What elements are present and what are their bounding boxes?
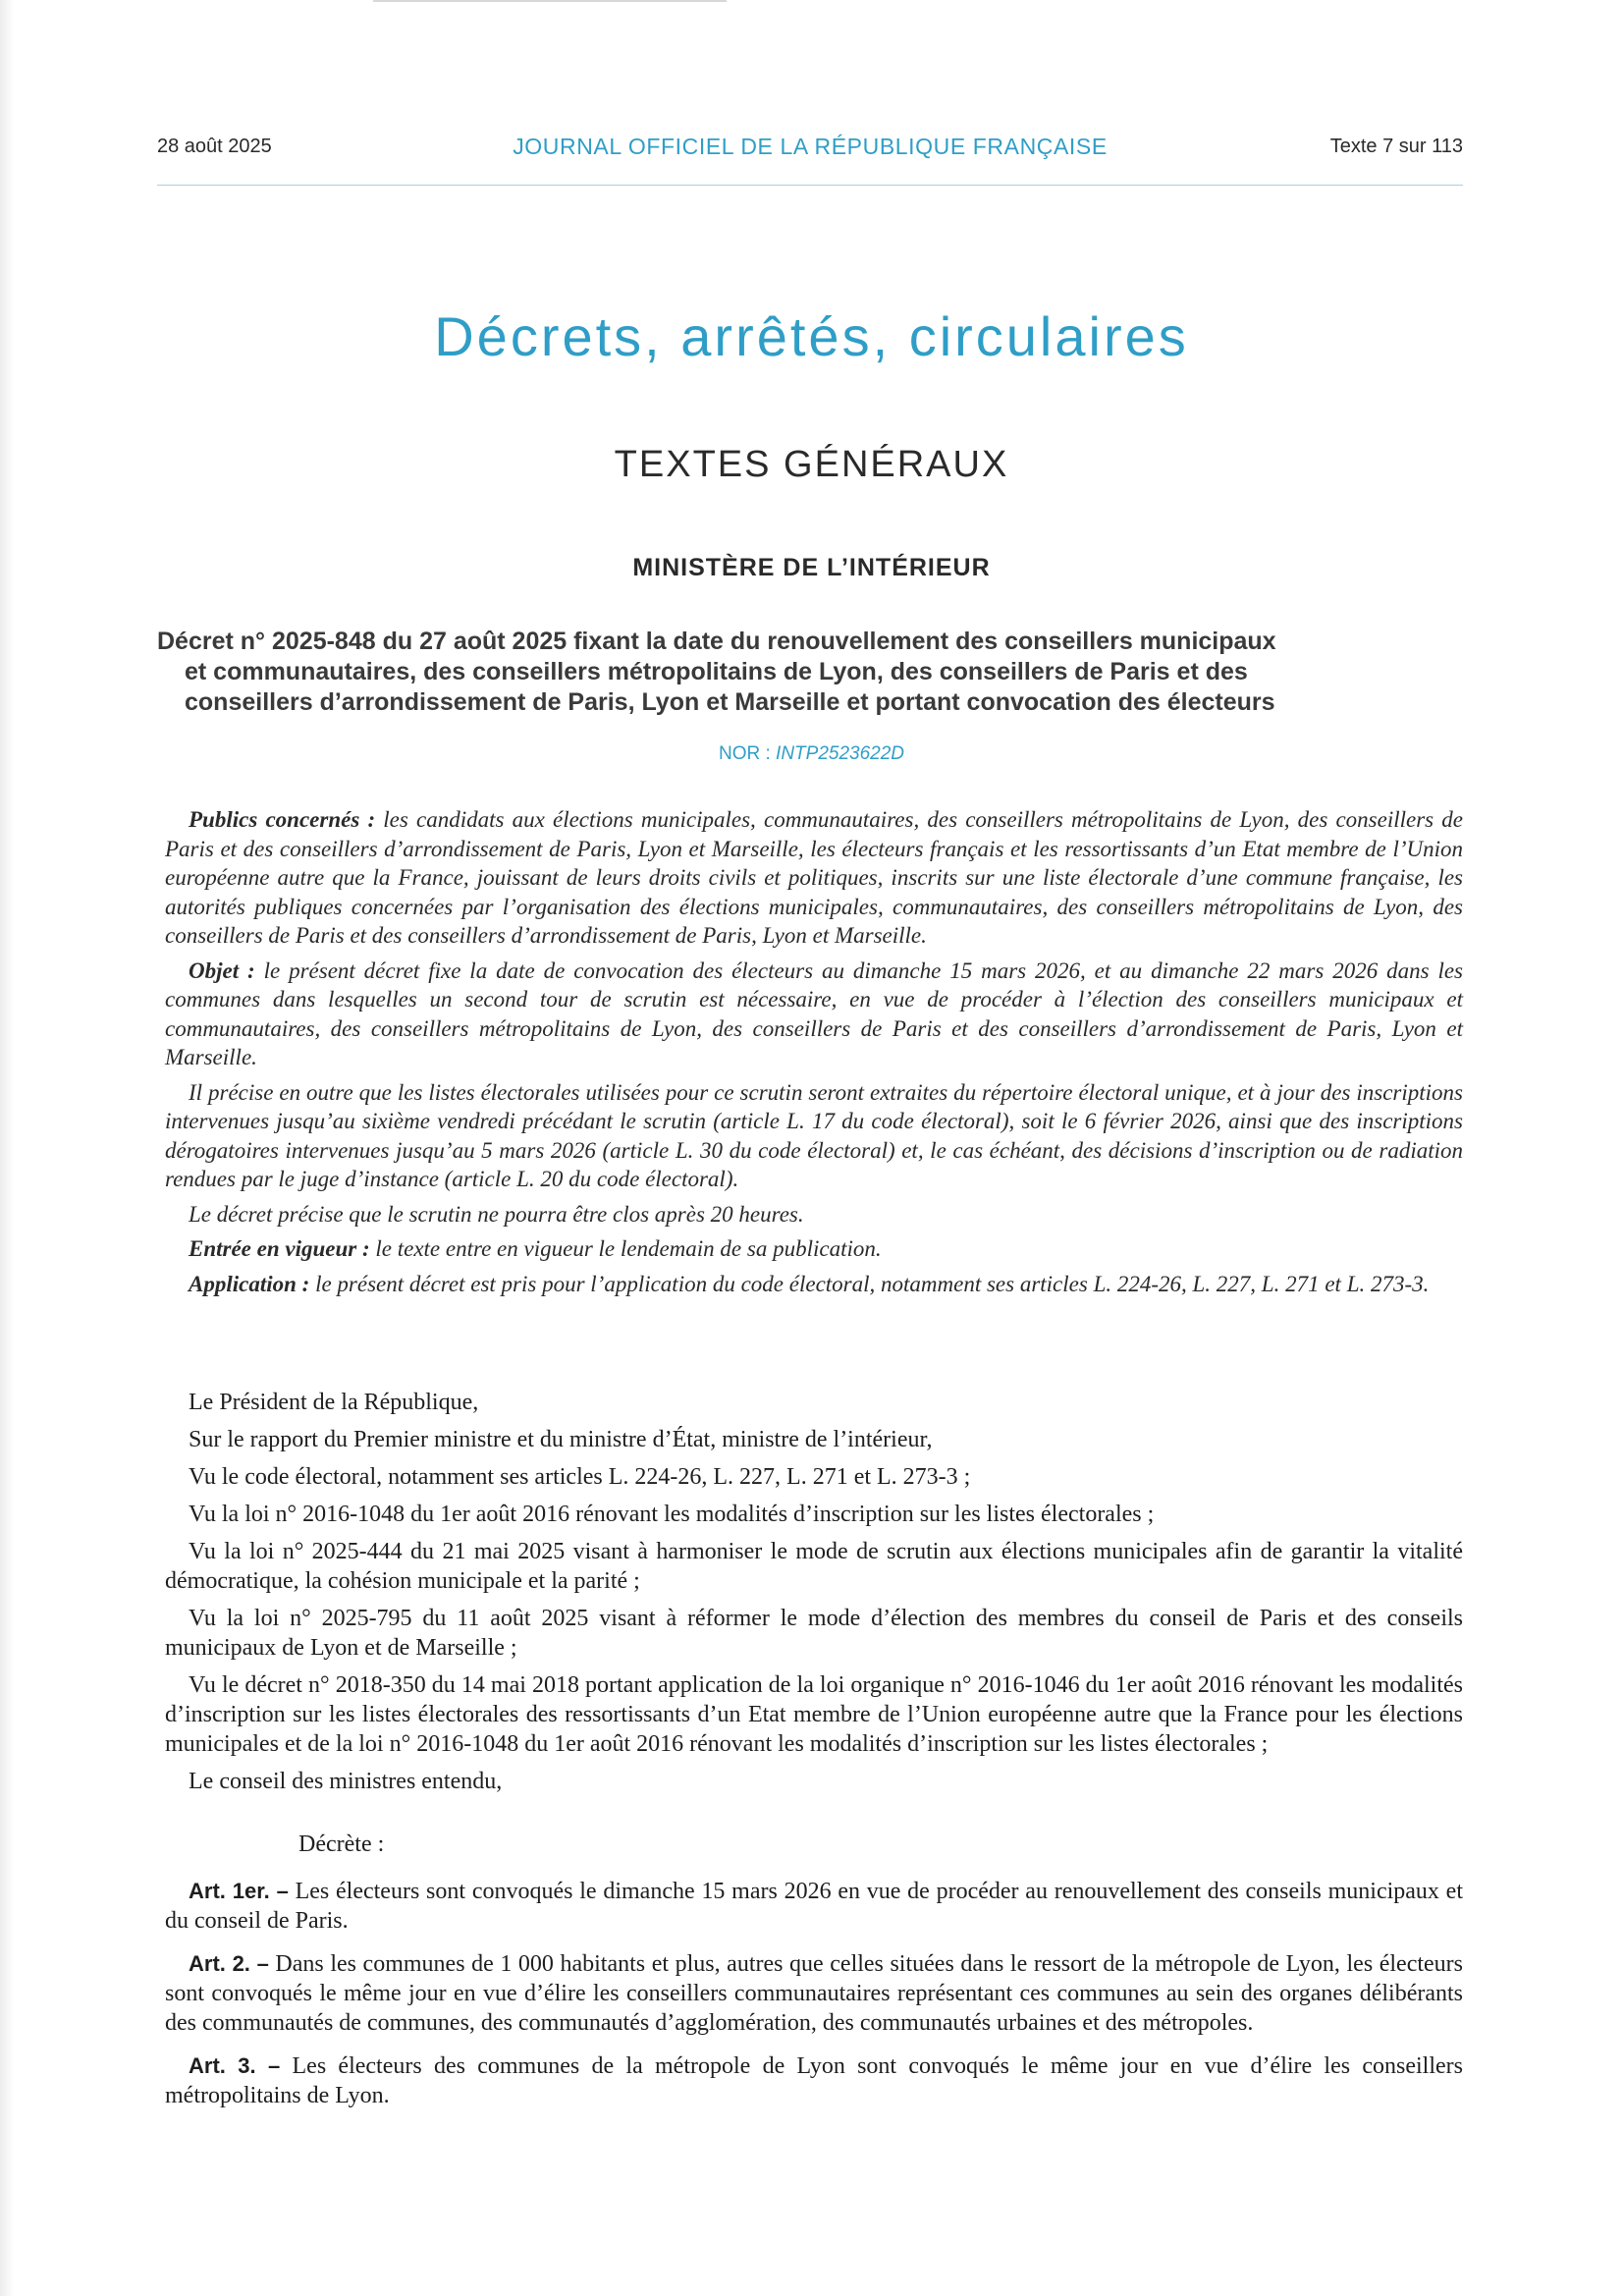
article-label: Art. 1er. –	[189, 1879, 289, 1903]
section-title: Décrets, arrêtés, circulaires	[434, 305, 1189, 367]
article-1	[165, 1877, 1463, 1936]
article-label: Art. 2. –	[189, 1951, 269, 1976]
rapport-line: Sur le rapport du Premier ministre et du ministre d’État, ministre de l’intérieur,	[189, 1427, 933, 1452]
article-2	[165, 1949, 1463, 2038]
article-text: Dans les communes de 1 000 habitants et plus, autres que celles situées dans le ressort de la métropole de Lyon, les électeurs sont convoqués le même jour en vue d’élire les conseillers communautaires représentant ces communes au sein des organes délibérants des communautés de communes, des communautés d’agglomération, des communautés urbaines et des métropoles.	[165, 1951, 1464, 2036]
article-text: Les électeurs des communes de la métropole de Lyon sont convoqués le même jour en vue d’élire les conseillers métropolitains de Lyon.	[165, 2053, 1463, 2108]
notice-label: Application :	[189, 1271, 310, 1296]
decree-title	[157, 627, 1463, 718]
subsection-title: TEXTES GÉNÉRAUX	[614, 444, 1009, 485]
decree-title-line: Décret n° 2025-848 du 27 août 2025 fixant la date du renouvellement des conseillers municipaux	[157, 628, 1276, 655]
visa-line: Vu la loi n° 2016-1048 du 1er août 2016 rénovant les modalités d’inscription sur les listes électorales ;	[189, 1502, 1155, 1527]
article-label: Art. 3. –	[189, 2053, 281, 2078]
conseil-line: Le conseil des ministres entendu,	[189, 1769, 503, 1794]
header-divider	[157, 185, 1463, 186]
notice-application: Application : le présent décret est pris pour l’application du code électoral, notamment ses articles L. 224-26, L. 227, L. 271 et L. 273-3.	[189, 1271, 1430, 1296]
decree-title-line: conseillers d’arrondissement de Paris, Lyon et Marseille et portant convocation des électeurs	[185, 688, 1275, 716]
notice-label: Entrée en vigueur :	[189, 1236, 370, 1261]
explanatory-notice	[165, 805, 1463, 1304]
notice-label: Publics concernés :	[189, 807, 376, 832]
visa-line: Vu le décret n° 2018-350 du 14 mai 2018 portant application de la loi organique n° 2016-1046 du 1er août 2016 rénovant les modalités d’inscription sur les listes électorales des ressortissants d’un Etat membre de l’Union européenne autre que la France pour les élections municipales et de la loi n° 2016-1048 du 1er août 2016 rénovant les modalités d’inscription sur les listes électorales ;	[165, 1672, 1463, 1757]
notice-objet: Objet : le présent décret fixe la date de convocation des électeurs au dimanche 15 mars 2026, et au dimanche 22 mars 2026 dans les communes dans lesquelles un second tour de scrutin est nécessaire, en vue de procéder à l’élection des conseillers municipaux et communautaires, des conseillers métropolitains de Lyon, des conseillers de Paris et des conseillers d’arrondissement de Paris, Lyon et Marseille.	[165, 957, 1464, 1069]
notice-publics: Publics concernés : les candidats aux élections municipales, communautaires, des conseillers métropolitains de Lyon, des conseillers de Paris et des conseillers d’arrondissement de Paris, Lyon et Marseille, les électeurs français et les ressortissants d’un Etat membre de l’Union européenne autre que la France, jouissant de leurs droits civils et politiques, inscrits sur une liste électorale d’une commune française, les autorités publiques concernées par l’organisation des élections municipales, communautaires, des conseillers métropolitains de Lyon, des conseillers de Paris et des conseillers d’arrondissement de Paris, Lyon et Marseille.	[165, 807, 1463, 948]
nor-code: INTP2523622D	[776, 743, 905, 764]
page-header	[157, 136, 1463, 171]
ministry-heading: MINISTÈRE DE L’INTÉRIEUR	[632, 554, 991, 581]
notice-clos: Le décret précise que le scrutin ne pourra être clos après 20 heures.	[189, 1201, 804, 1227]
nor-label: NOR :	[718, 743, 771, 764]
journal-title: JOURNAL OFFICIEL DE LA RÉPUBLIQUE FRANÇAISE	[513, 134, 1108, 159]
nor-reference	[0, 743, 1623, 765]
article-text: Les électeurs sont convoqués le dimanche 15 mars 2026 en vue de procéder au renouvellement des conseils municipaux et du conseil de Paris.	[165, 1879, 1464, 1934]
text-number: Texte 7 sur 113	[1329, 136, 1463, 157]
notice-vigueur: Entrée en vigueur : le texte entre en vigueur le lendemain de sa publication.	[189, 1236, 882, 1261]
visa-line: Vu la loi n° 2025-795 du 11 août 2025 visant à réformer le mode d’élection des membres du conseil de Paris et des conseils municipaux de Lyon et de Marseille ;	[165, 1606, 1463, 1661]
president-line: Le Président de la République,	[189, 1390, 479, 1415]
decree-body	[165, 1388, 1463, 2124]
article-3	[165, 2051, 1463, 2110]
decrete-line: Décrète :	[298, 1831, 385, 1857]
notice-label: Objet :	[189, 957, 255, 983]
visa-line: Vu la loi n° 2025-444 du 21 mai 2025 visant à harmoniser le mode de scrutin aux élections municipales afin de garantir la vitalité démocratique, la cohésion municipale et la parité ;	[165, 1539, 1463, 1594]
publication-date: 28 août 2025	[157, 136, 272, 157]
scan-top-mark	[373, 0, 727, 2]
visa-line: Vu le code électoral, notamment ses articles L. 224-26, L. 227, L. 271 et L. 273-3 ;	[189, 1464, 971, 1490]
decree-title-line: et communautaires, des conseillers métropolitains de Lyon, des conseillers de Paris et des	[185, 658, 1248, 685]
notice-precise: Il précise en outre que les listes électorales utilisées pour ce scrutin seront extraites du répertoire électoral unique, et à jour des inscriptions intervenues jusqu’au sixième vendredi précédant le scrutin (article L. 17 du code électoral), soit le 6 février 2026, ainsi que des inscriptions dérogatoires intervenues jusqu’au 5 mars 2026 (article L. 30 du code électoral) et, le cas échéant, des décisions d’inscription ou de radiation rendues par le juge d’instance (article L. 20 du code électoral).	[165, 1079, 1463, 1191]
